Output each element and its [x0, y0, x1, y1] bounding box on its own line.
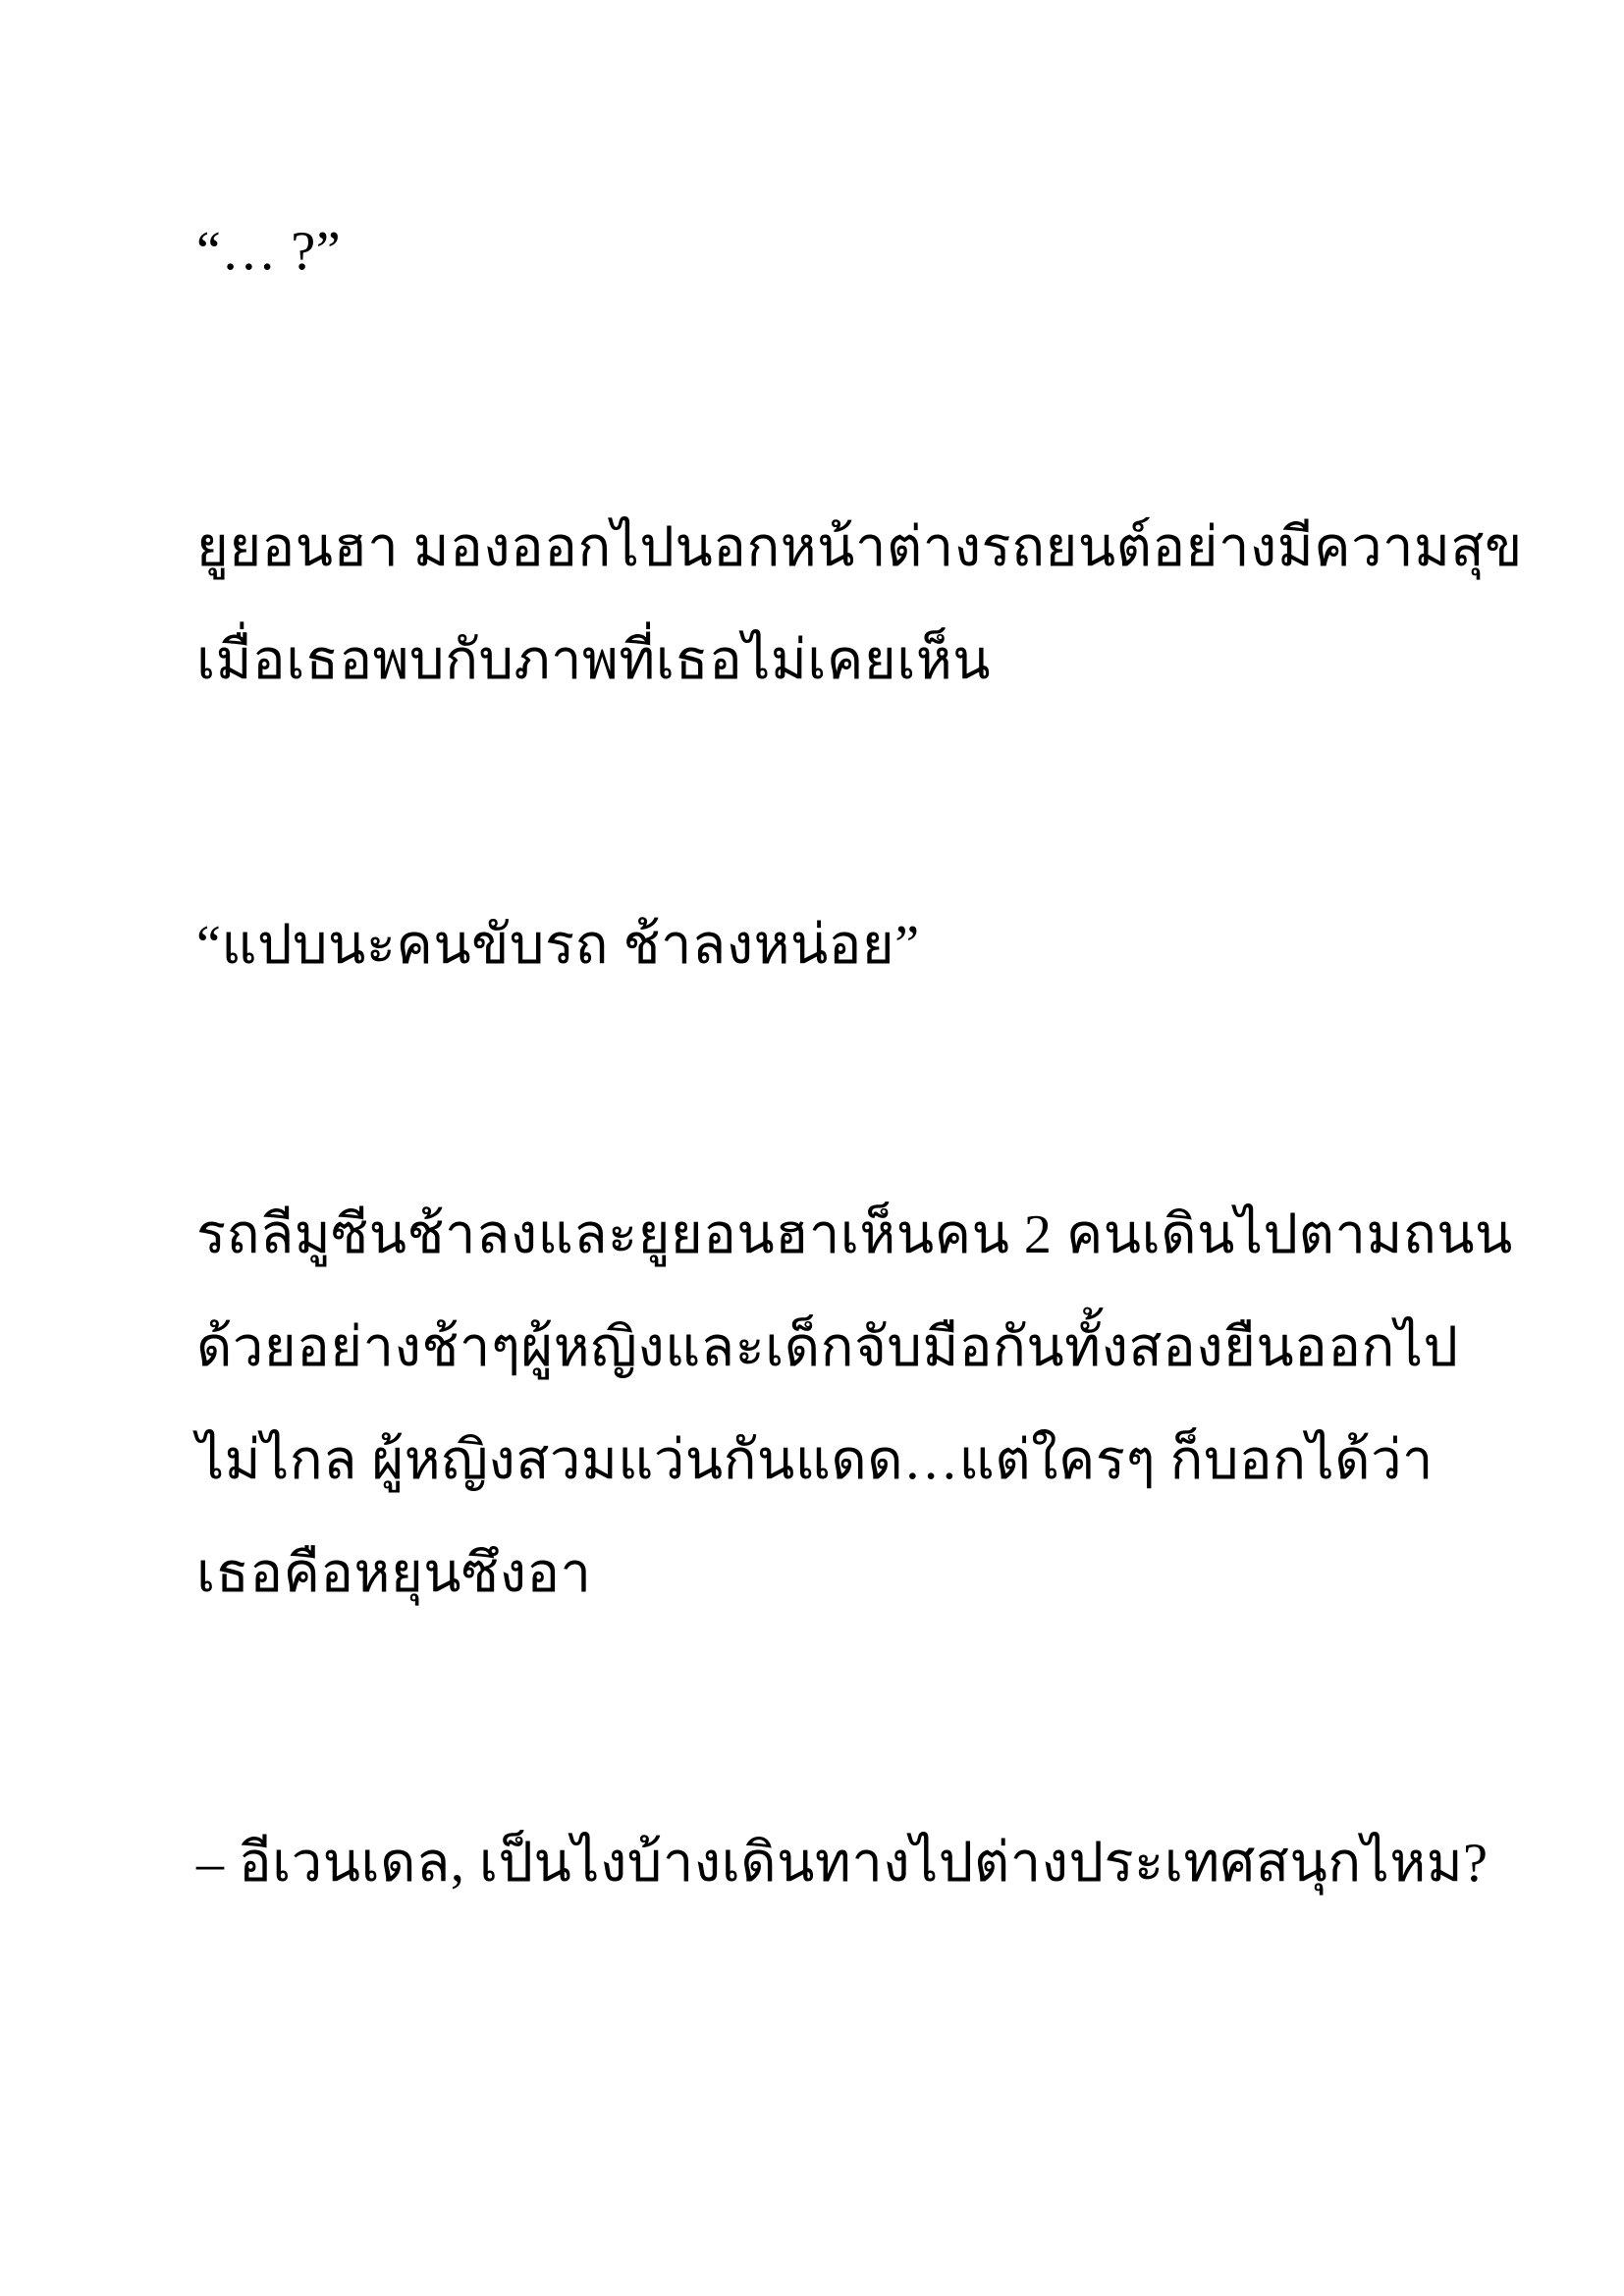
paragraph-line: ยูยอนฮา มองออกไปนอกหน้าต่างรถยนต์อย่างมีความสุข: [196, 517, 1523, 578]
paragraph-line: ด้วยอย่างช้าๆผู้หญิงและเด็กจับมือกันทั้งสองยืนออกไป: [196, 1317, 1459, 1378]
paragraph-line: เธอคือหยุนซึงอา: [196, 1543, 592, 1604]
paragraph-line: เมื่อเธอพบกับภาพที่เธอไม่เคยเห็น: [196, 630, 992, 691]
paragraph-line: รถลีมูซีนช้าลงและยูยอนฮาเห็นคน 2 คนเดินไปตามถนน: [196, 1204, 1513, 1265]
paragraph-line: ไม่ไกล ผู้หญิงสวมแว่นกันแดด…แต่ใครๆ ก็บอกได้ว่า: [196, 1430, 1434, 1491]
dialogue-line: “แปบนะคนขับรถ ช้าลงหน่อย”: [196, 915, 920, 976]
dialogue-line: “… ?”: [196, 221, 342, 282]
dialogue-line: – อีเวนเดล, เป็นไงบ้างเดินทางไปต่างประเทศสนุกไหม?: [196, 1833, 1489, 1894]
